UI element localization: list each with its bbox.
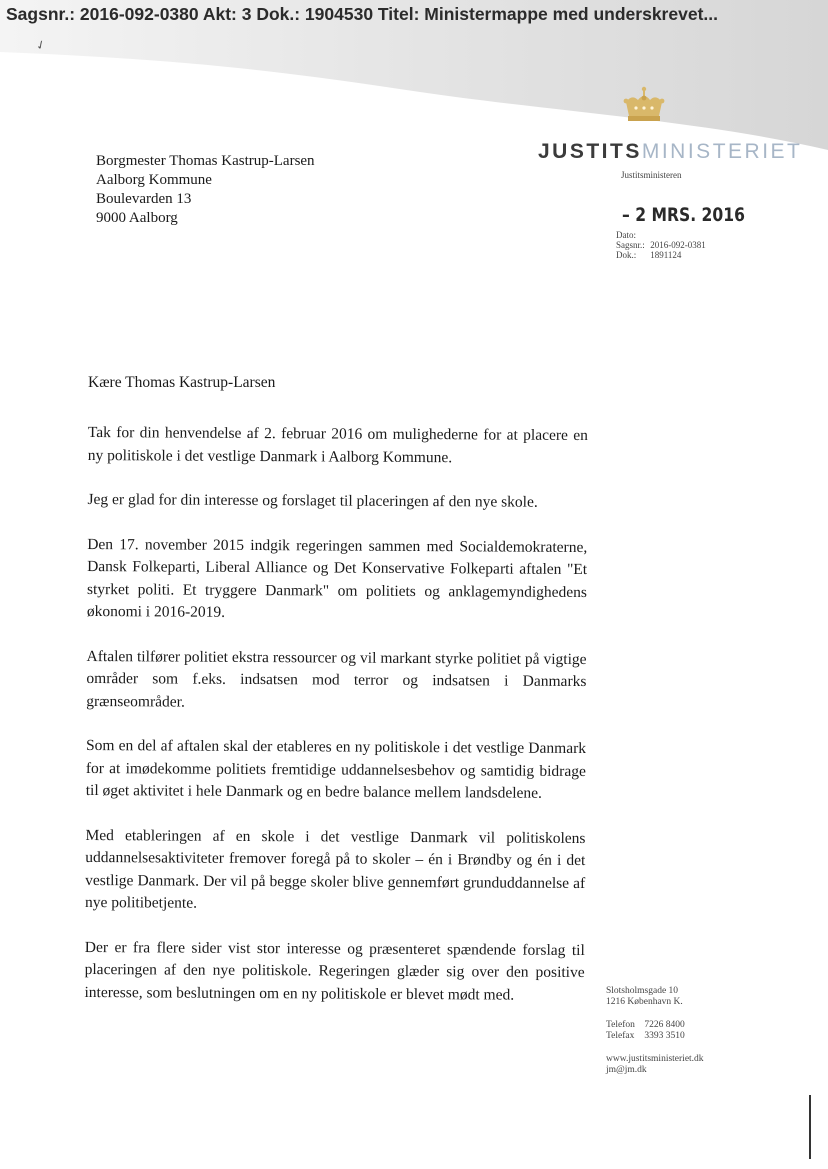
ministry-contact-block (606, 986, 704, 1076)
recipient-address (96, 152, 315, 228)
case-number-label: Sagsnr.: (616, 240, 645, 250)
date-label: Dato: (616, 230, 636, 240)
ministry-name-part2: MINISTERIET (641, 140, 803, 163)
document-header: Sagsnr.: 2016-092-0380 Akt: 3 Dok.: 1904530 Titel: Ministermappe med underskrevet... (6, 4, 718, 24)
case-number-value: 2016-092-0381 (650, 240, 706, 250)
scan-edge-line (809, 1095, 811, 1159)
reference-block (616, 230, 706, 260)
phone-label: Telefon (606, 1020, 635, 1030)
crown-icon (622, 86, 666, 124)
ministry-name-part1: JUSTITS (538, 140, 642, 163)
pen-mark-icon: ✓ (33, 36, 49, 54)
phone-number: 7226 8400 (644, 1020, 685, 1030)
letter-paragraph: Den 17. november 2015 indgik regeringen sammen med Socialdemokraterne, Dansk Folkeparti, Liberal Alliance og Det Konservative Folkeparti aftalen "Et styrket politi. Et tryggere Danmark" om politiets og anklagemyndighedens økonomi i 2016-2019. (86, 535, 588, 621)
email-link[interactable]: jm@jm.dk (606, 1065, 647, 1075)
ministry-logo-text (538, 140, 802, 164)
document-number-value: 1891124 (650, 250, 682, 260)
street-address: Slotsholmsgade 10 (606, 986, 679, 996)
letter-paragraph: Tak for din henvendelse af 2. februar 2016 om mulighederne for at placere en ny politiskole i det vestlige Danmark i Aalborg Kommune. (87, 423, 588, 466)
ministry-subtitle: Justitsministeren (621, 170, 682, 180)
recipient-organization: Aalborg Kommune (96, 172, 212, 188)
date-stamp: – 2 MRS. 2016 (622, 204, 745, 226)
fax-number: 3393 3510 (644, 1031, 685, 1041)
letter-body (84, 422, 588, 1029)
website-link[interactable]: www.justitsministeriet.dk (606, 1054, 704, 1064)
recipient-city: 9000 Aalborg (96, 210, 178, 226)
salutation: Kære Thomas Kastrup-Larsen (88, 374, 276, 391)
document-number-label: Dok.: (616, 250, 637, 260)
letter-paragraph: Med etableringen af en skole i det vestlige Danmark vil politiskolens uddannelsesaktiviteter fremover foregå på to skoler – én i Brøndby og én i det vestlige Danmark. Der vil på begge skoler blive gennemført grunduddannelse af nye politibetjente. (85, 826, 586, 912)
letter-paragraph: Som en del af aftalen skal der etableres en ny politiskole i det vestlige Danmark for at imødekomme politiets fremtidige uddannelsesbehov og samtidig bidrage til øget aktivitet i hele Danmark og en bedre balance mellem landsdelene. (85, 736, 587, 802)
recipient-street: Boulevarden 13 (96, 191, 192, 207)
recipient-name: Borgmester Thomas Kastrup-Larsen (96, 153, 315, 169)
postal-city: 1216 København K. (606, 997, 683, 1007)
letter-paragraph: Jeg er glad for din interesse og forslaget til placeringen af den nye skole. (87, 490, 538, 511)
fax-label: Telefax (606, 1031, 635, 1041)
letter-paragraph: Der er fra flere sider vist stor interesse og præsenteret spændende forslag til placeringen af den nye politiskole. Regeringen glæder sig over den positive interesse, som beslutningen om en ny politiskole er blevet mødt med. (84, 938, 585, 1004)
letter-paragraph: Aftalen tilfører politiet ekstra ressourcer og vil markant styrke politiet på vigtige områder som f.eks. indsatsen mod terror og indsatsen i Danmarks grænseområder. (86, 647, 587, 711)
